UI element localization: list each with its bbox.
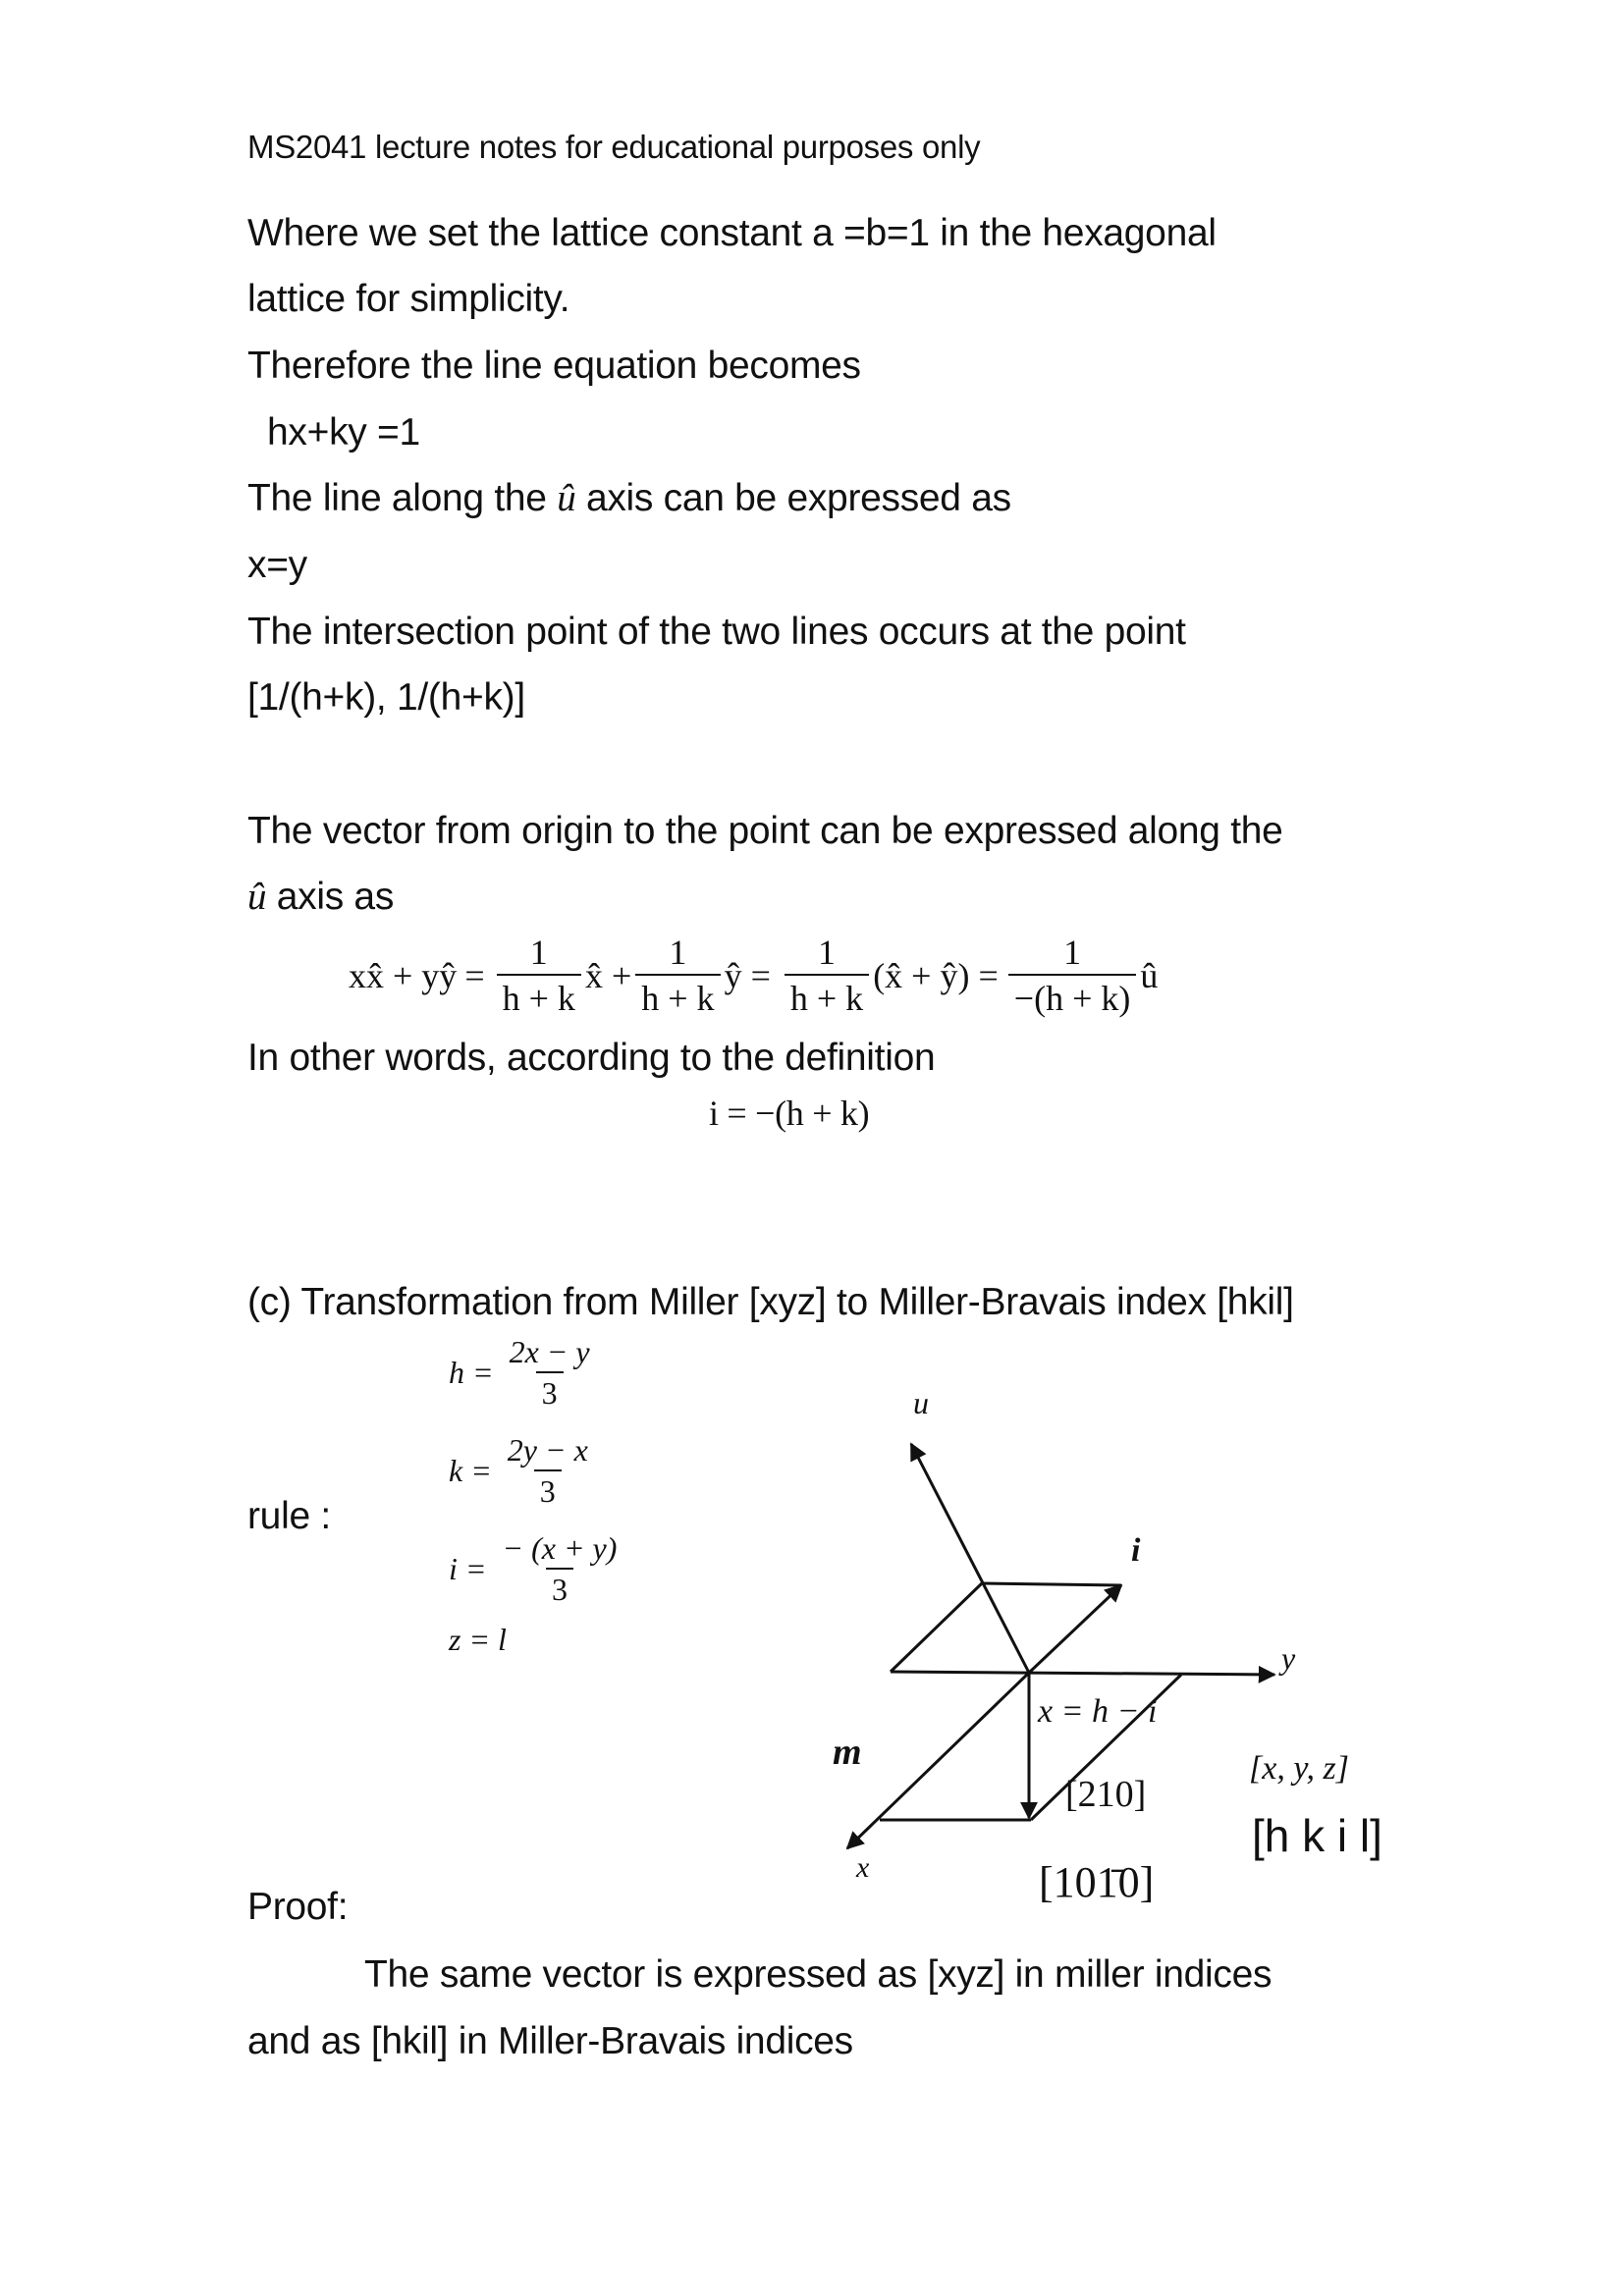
eq-term: ŷ = [724, 956, 771, 995]
rule-lhs: k = [449, 1452, 492, 1488]
u-hat-symbol: û [557, 477, 576, 519]
rule-z-text: z = l [449, 1622, 507, 1657]
paragraph-line: and as [hkil] in Miller-Bravais indices [247, 2020, 853, 2062]
rule-lhs: i = [449, 1550, 487, 1586]
paragraph-line: x=y [247, 544, 307, 586]
section-title: (c) Transformation from Miller [xyz] to Miller-Bravais index [hkil] [247, 1281, 1294, 1323]
numerator: 1 [529, 933, 548, 972]
label-i: i [1131, 1532, 1141, 1569]
denominator: 3 [546, 1568, 573, 1609]
label-u: u [913, 1385, 929, 1420]
denominator: h + k [785, 974, 869, 1021]
upper-top-edge [982, 1583, 1121, 1585]
paragraph-line: In other words, according to the definition [247, 1037, 936, 1079]
numerator: 2y − x [507, 1432, 588, 1468]
eq-lhs: xx̂ + yŷ [349, 956, 458, 995]
paragraph-line: Therefore the line equation becomes [247, 345, 861, 387]
paragraph-line: [1/(h+k), 1/(h+k)] [247, 676, 525, 719]
label-m: m [833, 1732, 862, 1773]
denominator: 3 [536, 1371, 564, 1413]
label-y: y [1281, 1640, 1296, 1676]
paragraph-line: The vector from origin to the point can be expressed along the [247, 810, 1283, 852]
x-axis-arrow [847, 1673, 1029, 1848]
numerator: 2x − y [509, 1334, 590, 1369]
eq-term: x̂ + [584, 956, 632, 995]
u-axis-arrow [911, 1444, 1029, 1673]
label-xyz: [x, y, z] [1249, 1750, 1349, 1787]
u-hat-symbol: û [247, 876, 267, 918]
label-10-1bar-0: [101̄0] [1039, 1858, 1155, 1906]
eq-term: û [1140, 956, 1159, 995]
denominator: h + k [497, 974, 581, 1021]
eq-term: (x̂ + ŷ) = [873, 956, 999, 995]
definition-equation: i = −(h + k) [709, 1094, 870, 1133]
upper-left-edge [891, 1583, 982, 1672]
denominator: h + k [635, 974, 720, 1021]
numerator: − (x + y) [502, 1530, 618, 1566]
label-x: x [856, 1851, 870, 1884]
page-header: MS2041 lecture notes for educational purposes only [247, 129, 981, 165]
paragraph-line: The same vector is expressed as [xyz] in miller indices [364, 1953, 1272, 1996]
y-axis-arrow [891, 1672, 1274, 1675]
paragraph-line: lattice for simplicity. [247, 278, 570, 320]
line-equation: hx+ky =1 [267, 411, 420, 454]
text: axis can be expressed as [575, 477, 1011, 519]
proof-title: Proof: [247, 1886, 349, 1928]
paragraph-line: Where we set the lattice constant a =b=1 in the hexagonal [247, 212, 1217, 254]
text: The line along the [247, 477, 558, 519]
label-210: [210] [1065, 1774, 1147, 1815]
numerator: 1 [669, 933, 687, 972]
paragraph-line: The intersection point of the two lines occurs at the point [247, 611, 1186, 653]
rule-lhs: h = [449, 1354, 494, 1390]
label-hkil: [h k i l] [1252, 1810, 1382, 1861]
rule-label: rule : [247, 1495, 331, 1537]
numerator: 1 [818, 933, 837, 972]
denominator: 3 [534, 1469, 562, 1511]
label-relation: x = h − i [1038, 1693, 1158, 1730]
numerator: 1 [1063, 933, 1082, 972]
i-axis-arrow [1029, 1585, 1121, 1673]
eq-sign: = [464, 956, 485, 995]
text: axis as [266, 876, 395, 918]
denominator: −(h + k) [1008, 974, 1137, 1021]
